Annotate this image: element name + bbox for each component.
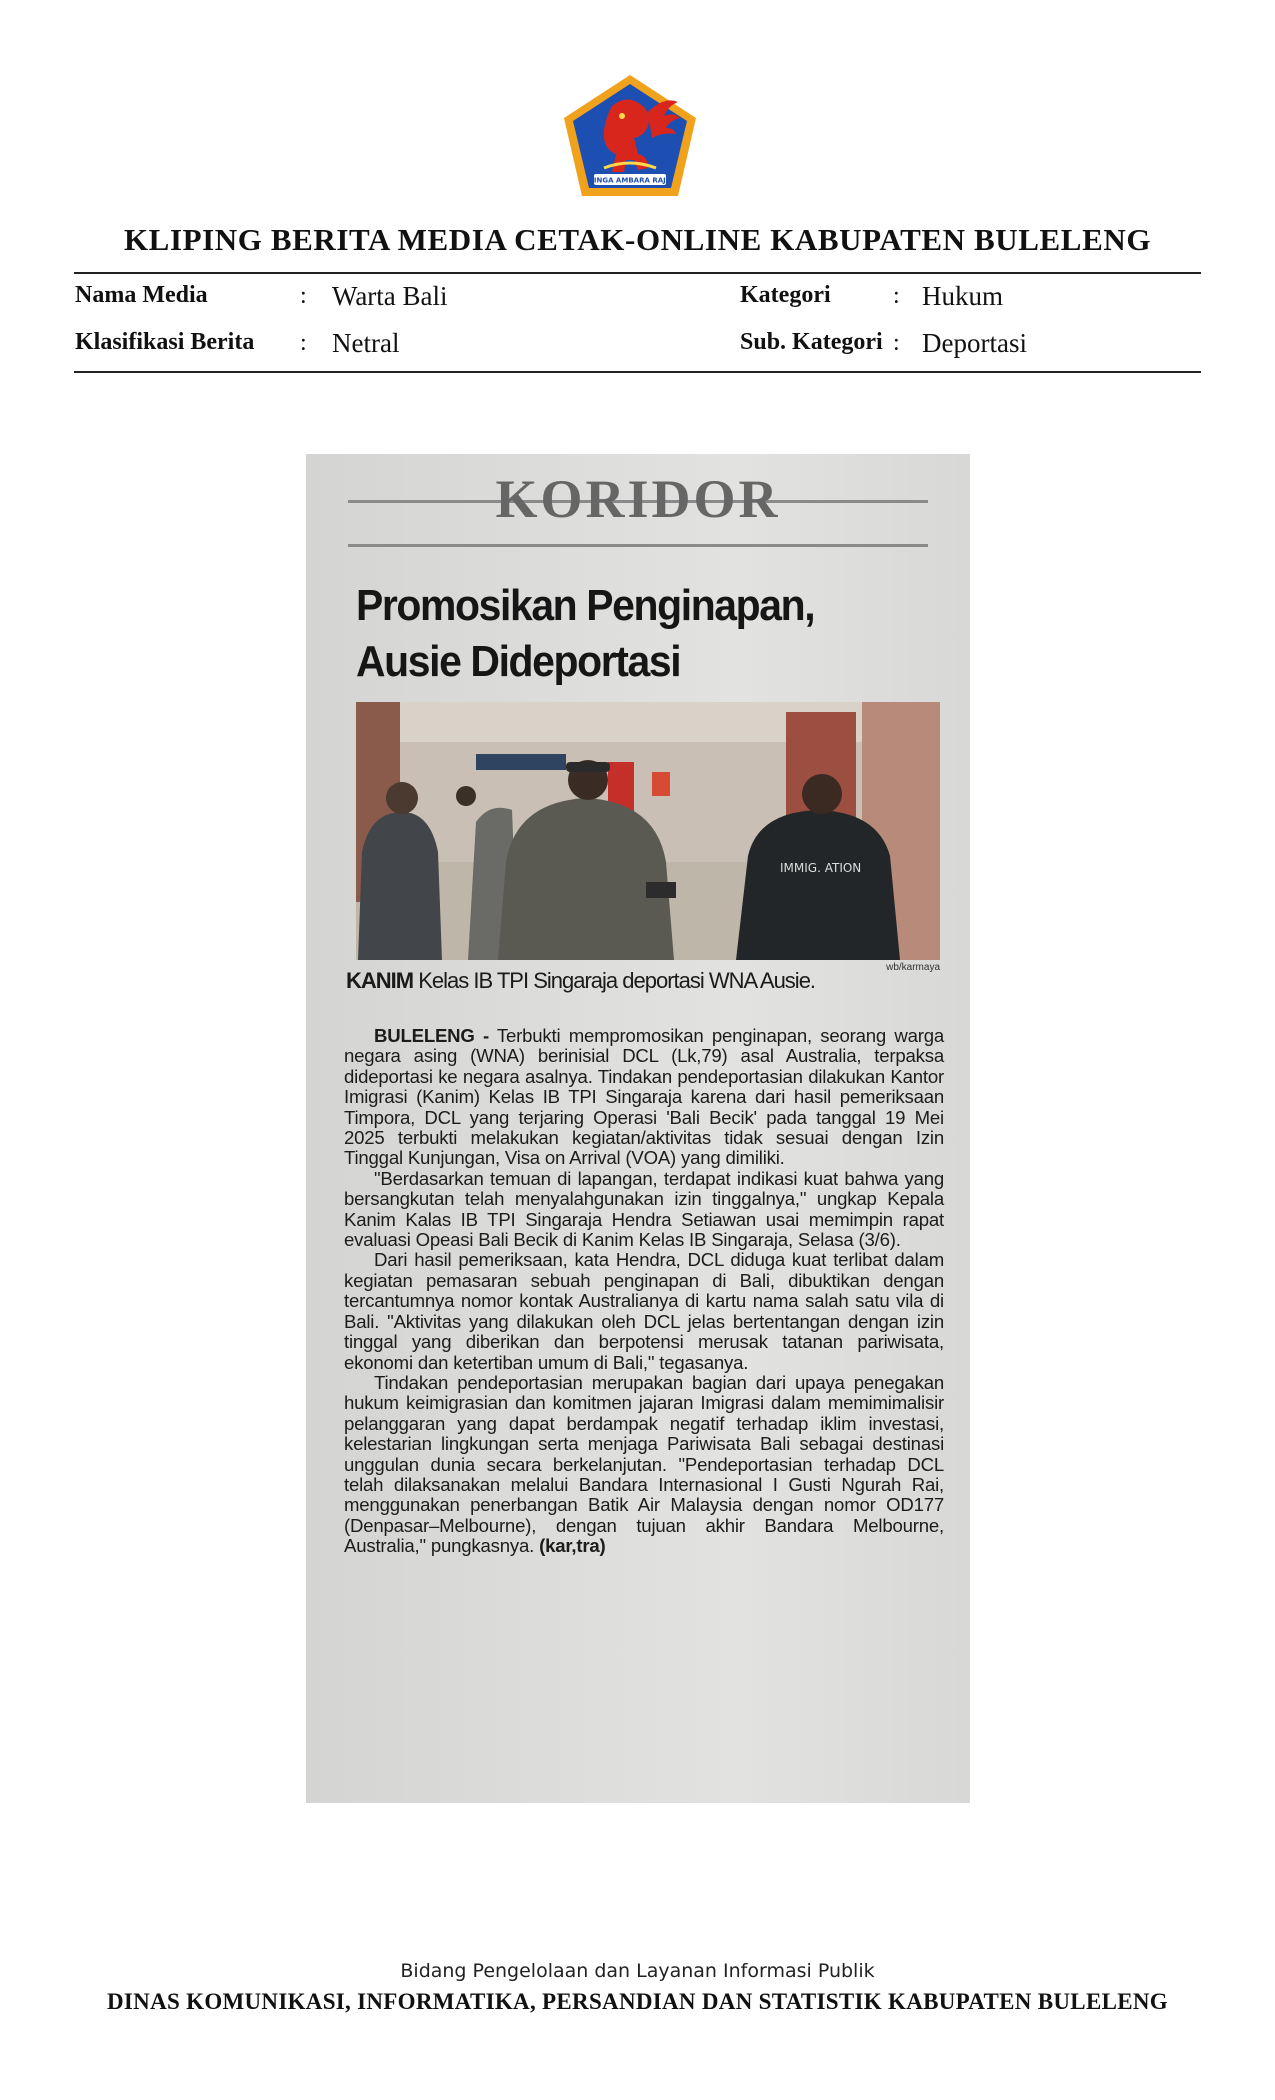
logo-motto: SINGA AMBARA RAJA — [588, 176, 672, 185]
nama-media-colon: : — [300, 283, 307, 309]
klasifikasi-colon: : — [300, 330, 307, 356]
newspaper-clipping — [306, 454, 970, 1803]
klasifikasi-value: Netral — [332, 328, 400, 358]
section-rule — [348, 544, 928, 547]
footer-department: Bidang Pengelolaan dan Layanan Informasi Publik — [400, 1960, 875, 1982]
author-signature: (kar,tra) — [534, 1535, 606, 1557]
sub-kategori-label: Sub. Kategori — [740, 329, 883, 355]
regency-logo — [560, 72, 700, 200]
article-headline — [356, 578, 877, 690]
singa-ambara-raja-emblem-icon — [560, 72, 700, 200]
footer-agency: DINAS KOMUNIKASI, INFORMATIKA, PERSANDIAN DAN STATISTIK KABUPATEN BULELENG — [107, 1989, 1168, 2014]
paragraph-4-text: Tindakan pendeportasian merupakan bagian dari upaya penegakan hukum keimigrasian dan komitmen jajaran Imigrasi dalam memimimalisir pelanggaran yang dapat berdampak negatif terhadap iklim investasi, kelestarian lingkungan serta menjaga Pariwisata Bali sebagai destinasi unggulan dunia secara berkelanjutan. "Pendeportasian terhadap DCL telah dilaksanakan melalui Bandara Internasional I Gusti Ngurah Rai, menggunakan penerbangan Batik Air Malaysia dengan nomor OD177 (Denpasar–Melbourne), dengan tujuan akhir Bandara Melbourne, Australia," pungkasnya. — [344, 1371, 944, 1557]
nama-media-value: Warta Bali — [332, 281, 448, 311]
nama-media-label: Nama Media — [75, 282, 208, 308]
header-bottom-divider — [74, 371, 1201, 373]
paragraph-1-text: Terbukti mempromosikan penginapan, seorang warga negara asing (WNA) berinisial DCL (Lk,79) asal Australia, terpaksa dideportasi ke negara asalnya. Tindakan pendeportasian dilakukan Kantor Imigrasi (Kanim) Kelas IB TPI Singaraja karena dari hasil pemeriksaan Timpora, DCL yang terjaring Operasi 'Bali Becik' pada tanggal 19 Mei 2025 terbukti melakukan kegiatan/aktivitas tidak sesuai dengan Izin Tinggal Kunjungan, Visa on Arrival (VOA) yang dimiliki. — [344, 1025, 944, 1169]
kategori-colon: : — [893, 283, 900, 309]
kategori-label: Kategori — [740, 282, 831, 308]
caption-text: Kelas IB TPI Singaraja deportasi WNA Ausie. — [413, 968, 816, 993]
page-title: KLIPING BERITA MEDIA CETAK-ONLINE KABUPATEN BULELENG — [123, 222, 1152, 257]
headline-line-1: Promosikan Penginapan, — [356, 581, 815, 630]
kategori-value: Hukum — [922, 281, 1003, 311]
section-title: KORIDOR — [495, 469, 781, 529]
photo-caption — [346, 968, 815, 994]
article-body — [344, 1026, 944, 1557]
article-photo — [356, 702, 940, 960]
paragraph-2: "Berdasarkan temuan di lapangan, terdapat indikasi kuat bahwa yang bersangkutan telah menyalahgunakan izin tinggalnya," ungkap Kepala Kanim Kalas IB TPI Singaraja Hendra Setiawan usai memimpin rapat evaluasi Opeasi Bali Becik di Kanim Kelas IB Singaraja, Selasa (3/6). — [344, 1167, 944, 1251]
immigration-vest-text: IMMIG. ATION — [780, 861, 862, 875]
photo-credit: wb/karmaya — [886, 962, 940, 973]
dateline: BULELENG - — [374, 1025, 489, 1046]
klasifikasi-label: Klasifikasi Berita — [75, 329, 255, 355]
caption-lead: KANIM — [346, 968, 414, 993]
paragraph — [344, 1026, 944, 1169]
airport-immigration-photo — [356, 702, 940, 960]
headline-line-2: Ausie Dideportasi — [356, 637, 681, 686]
sub-kategori-value: Deportasi — [922, 328, 1027, 358]
sub-kategori-colon: : — [893, 330, 900, 356]
header-top-divider — [74, 272, 1201, 274]
paragraph-3: Dari hasil pemeriksaan, kata Hendra, DCL diduga kuat terlibat dalam kegiatan pemasaran sebuah penginapan di Bali, dibuktikan dengan tercantumnya nomor kontak Australianya di kartu nama salah satu vila di Bali. "Aktivitas yang dilakukan oleh DCL jelas bertentangan dengan izin tinggal yang diberikan dan berpotensi merusak tatanan pariwisata, ekonomi dan ketertiban umum di Bali," tegasanya. — [344, 1249, 944, 1373]
paragraph — [344, 1373, 944, 1557]
